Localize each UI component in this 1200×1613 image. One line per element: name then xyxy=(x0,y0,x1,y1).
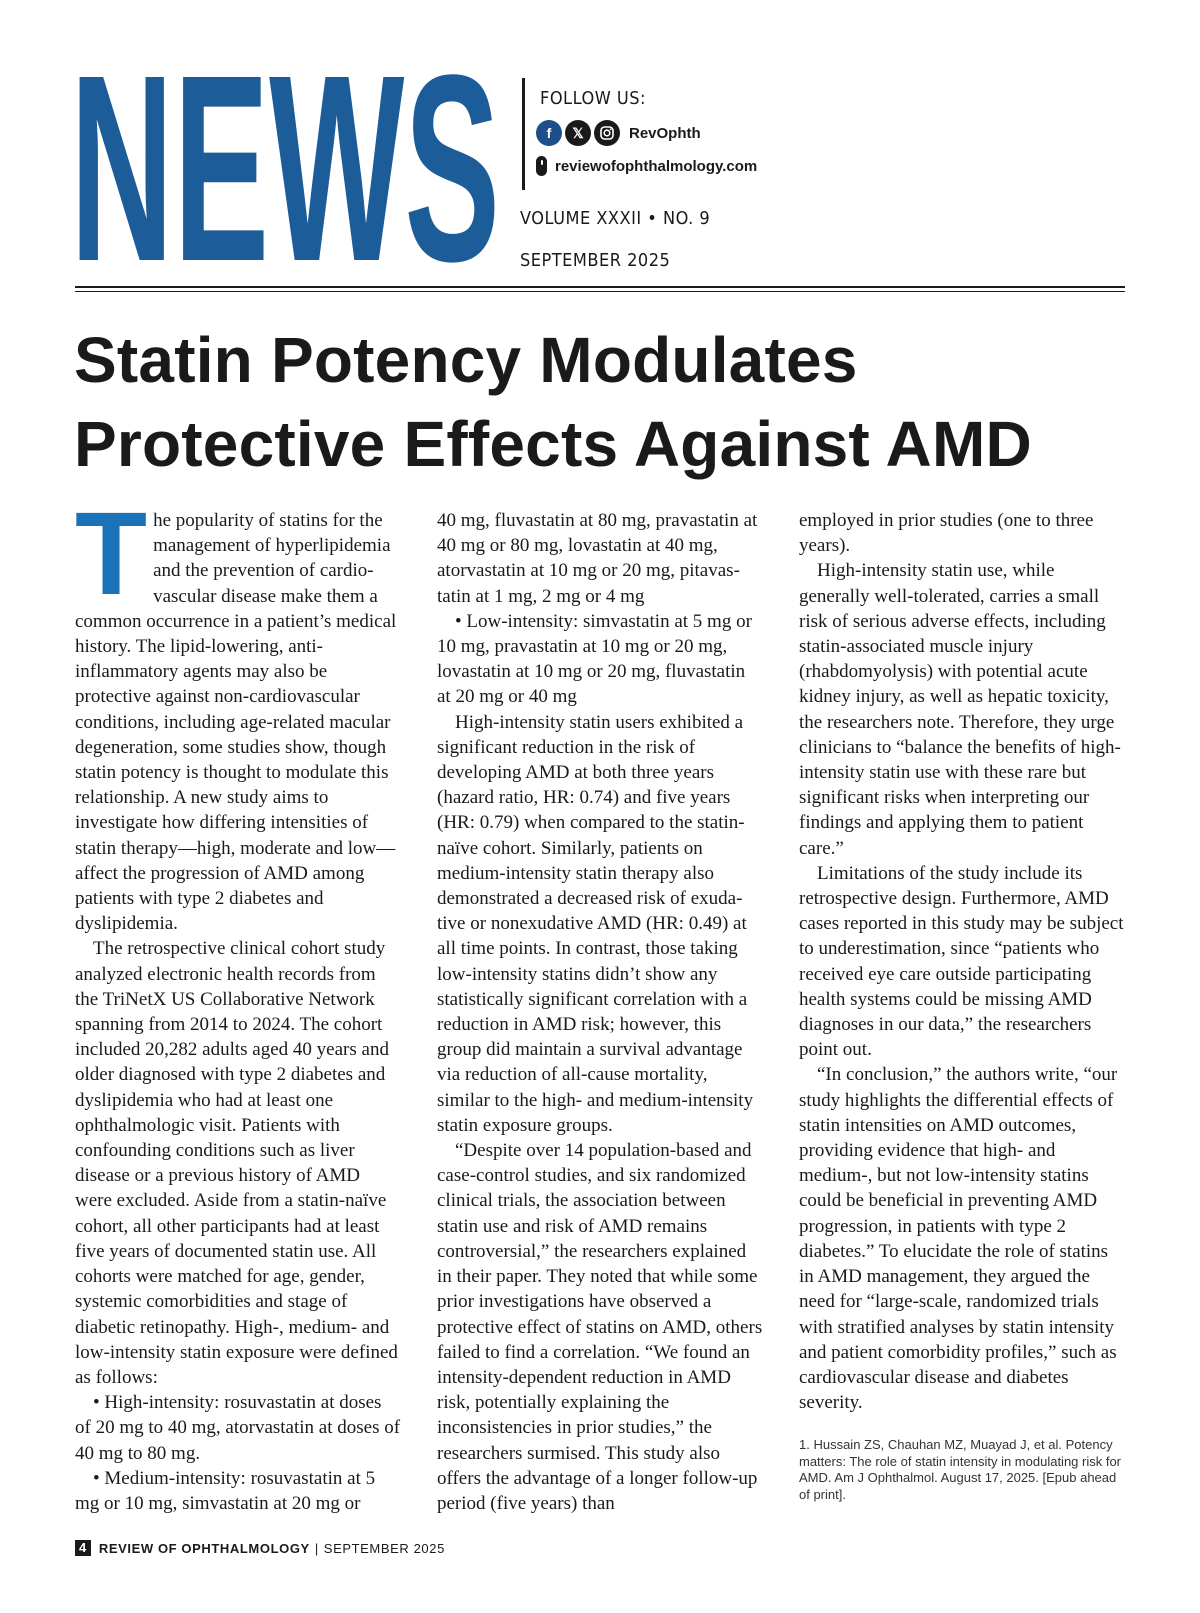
article-paragraph: The popularity of statins for the management of hyperlipidemia and the prevention of cardiovascular disease make them a common occurrence in a patient’s medical history. The lipid-lowering, anti-inflammatory agents may also be protective against non-cardiovascular conditions, including age-related macular degeneration, some studies show, though statin potency is thought to modulate this relationship. A new study aims to investigate how differing intensities of statin therapy—high, moderate and low—affect the progression of AMD among patients with type 2 diabetes and dyslipidemia. xyxy=(75,488,397,935)
article-paragraph: 40 mg, fluvastatin at 80 mg, pravastatin at 40 mg or 80 mg, lovastatin at 40 mg, atorvastatin at 10 mg or 20 mg, pitavastatin at 1 mg, 2 mg or 4 mg xyxy=(437,510,758,607)
mouse-icon xyxy=(536,156,547,176)
masthead-news-logo xyxy=(70,62,500,270)
article-headline xyxy=(74,318,1134,486)
article-paragraph: “In conclusion,” the authors write, “our study highlights the differential effects of statin intensities on AMD outcomes, providing evidence that high- and medium-, but not low-intensity statins could be beneficial in preventing AMD progression, in patients with type 2 diabetes.” To elucidate the role of statins in AMD management, they argued the need for “large-scale, randomized trials with stratified analyses by statin intensity and patient comorbidity profiles,” such as cardiovascular disease and diabetes severity. xyxy=(799,1064,1118,1414)
drop-cap: T xyxy=(75,488,148,620)
article-paragraph: High-intensity statin use, while generally well-tolerated, carries a small risk of serious adverse effects, including statin-associated muscle injury (rhabdomyolysis) with potential acute kidney injury, as well as hepatic toxicity, the researchers note. Therefore, they urge clinicians to “balance the benefits of high-intensity statin use with these rare but significant risks when interpreting our findings and applying them to patient care.” xyxy=(799,560,1121,859)
bullet-item: • Medium-intensity: rosuvastatin at 5 mg or 10 mg, simvastatin at 20 mg or xyxy=(75,1467,376,1514)
website-text[interactable]: reviewofophthalmology.com xyxy=(555,157,758,175)
article-column-2 xyxy=(437,508,763,1516)
article-paragraph: Limitations of the study include its retrospective design. Furthermore, AMD cases reported in this study may be subject to underestimation, since “patients who received eye care outside participating health systems could be missing AMD diagnoses in our data,” the researchers point out. xyxy=(799,862,1124,1061)
masthead-news-svg xyxy=(70,62,500,270)
article-paragraph: “Despite over 14 population-based and case-control studies, and six randomized clinical trials, the association between statin use and risk of AMD remains controversial,” the researchers explained in their paper. They noted that while some prior investigations have observed a protective effect of statins on AMD, others failed to find a correlation. “We found an intensity-dependent reduction in AMD risk, potentially explaining the inconsistencies in prior studies,” the researchers surmised. This study also offers the advantage of a longer follow-up period (five years) than xyxy=(437,1140,763,1514)
footer-magazine: REVIEW OF OPHTHALMOLOGY xyxy=(98,1540,310,1556)
bullet-item: • High-intensity: rosuvastatin at doses of 20 mg to 40 mg, atorvastatin at doses of 40 mg to 80 mg. xyxy=(75,1392,401,1464)
social-handle[interactable]: RevOphth xyxy=(629,124,701,142)
issue-volume: VOLUME XXXII • NO. 9 xyxy=(520,208,711,229)
header-rule-thick xyxy=(75,286,1125,288)
footer-date: SEPTEMBER 2025 xyxy=(323,1540,445,1556)
follow-us-label: FOLLOW US: xyxy=(540,88,646,109)
headline-line-1: Statin Potency Modulates xyxy=(74,324,858,396)
masthead-divider xyxy=(522,78,525,190)
instagram-icon[interactable] xyxy=(594,120,620,146)
page-footer xyxy=(75,1540,445,1556)
header-rule-thin xyxy=(75,291,1125,292)
facebook-icon[interactable]: f xyxy=(536,120,562,146)
article-paragraph: High-intensity statin users exhibited a significant reduction in the risk of developing AMD at both three years (hazard ratio, HR: 0.74) and five years (HR: 0.79) when compared to the statin-naïve cohort. Similarly, patients on medium-intensity statin therapy also demonstrated a decreased risk of exudative or nonexudative AMD (HR: 0.49) at all time points. In contrast, those taking low-intensity statins didn’t show any statistically significant correlation with a reduction in AMD risk; however, this group did maintain a survival advantage via reduction of all-cause mortality, similar to the high- and medium-intensity statin exposure groups. xyxy=(437,711,754,1136)
x-icon[interactable]: 𝕏 xyxy=(565,120,591,146)
masthead-news-text: NEWS xyxy=(70,62,500,270)
social-links xyxy=(536,120,701,146)
reference-footnote: 1. Hussain ZS, Chauhan MZ, Muayad J, et al. Potency matters: The role of statin intensity in modulating risk for AMD. Am J Ophthalmol. August 17, 2025. [Epub ahead of print]. xyxy=(799,1437,1122,1502)
headline-line-2: Protective Effects Against AMD xyxy=(74,408,1032,480)
footer-separator: | xyxy=(314,1540,319,1556)
article-paragraph: employed in prior studies (one to three years). xyxy=(799,510,1094,557)
issue-date: SEPTEMBER 2025 xyxy=(520,250,671,271)
article-paragraph: The retrospective clinical cohort study analyzed electronic health records from the TriNetX US Collaborative Network spanning from 2014 to 2024. The cohort included 20,282 adults aged 40 years and older diagnosed with type 2 diabetes and dyslipidemia who had at least one ophthalmologic visit. Patients with confounding conditions such as liver disease or a previous history of AMD were excluded. Aside from a statin-naïve cohort, all other participants had at least five years of documented statin use. All cohorts were matched for age, gender, systemic comorbidities and stage of diabetic retinopathy. High-, medium- and low-intensity statin exposure were defined as follows: xyxy=(75,938,398,1388)
website-link[interactable] xyxy=(536,156,757,176)
article-column-1 xyxy=(75,488,401,1516)
article-column-3 xyxy=(799,508,1125,1503)
bullet-item: • Low-intensity: simvastatin at 5 mg or 10 mg, pravastatin at 10 mg or 20 mg, lovastatin at 10 mg or 20 mg, fluvastatin at 20 mg or 40 mg xyxy=(437,610,752,708)
page-number: 4 xyxy=(75,1540,91,1556)
